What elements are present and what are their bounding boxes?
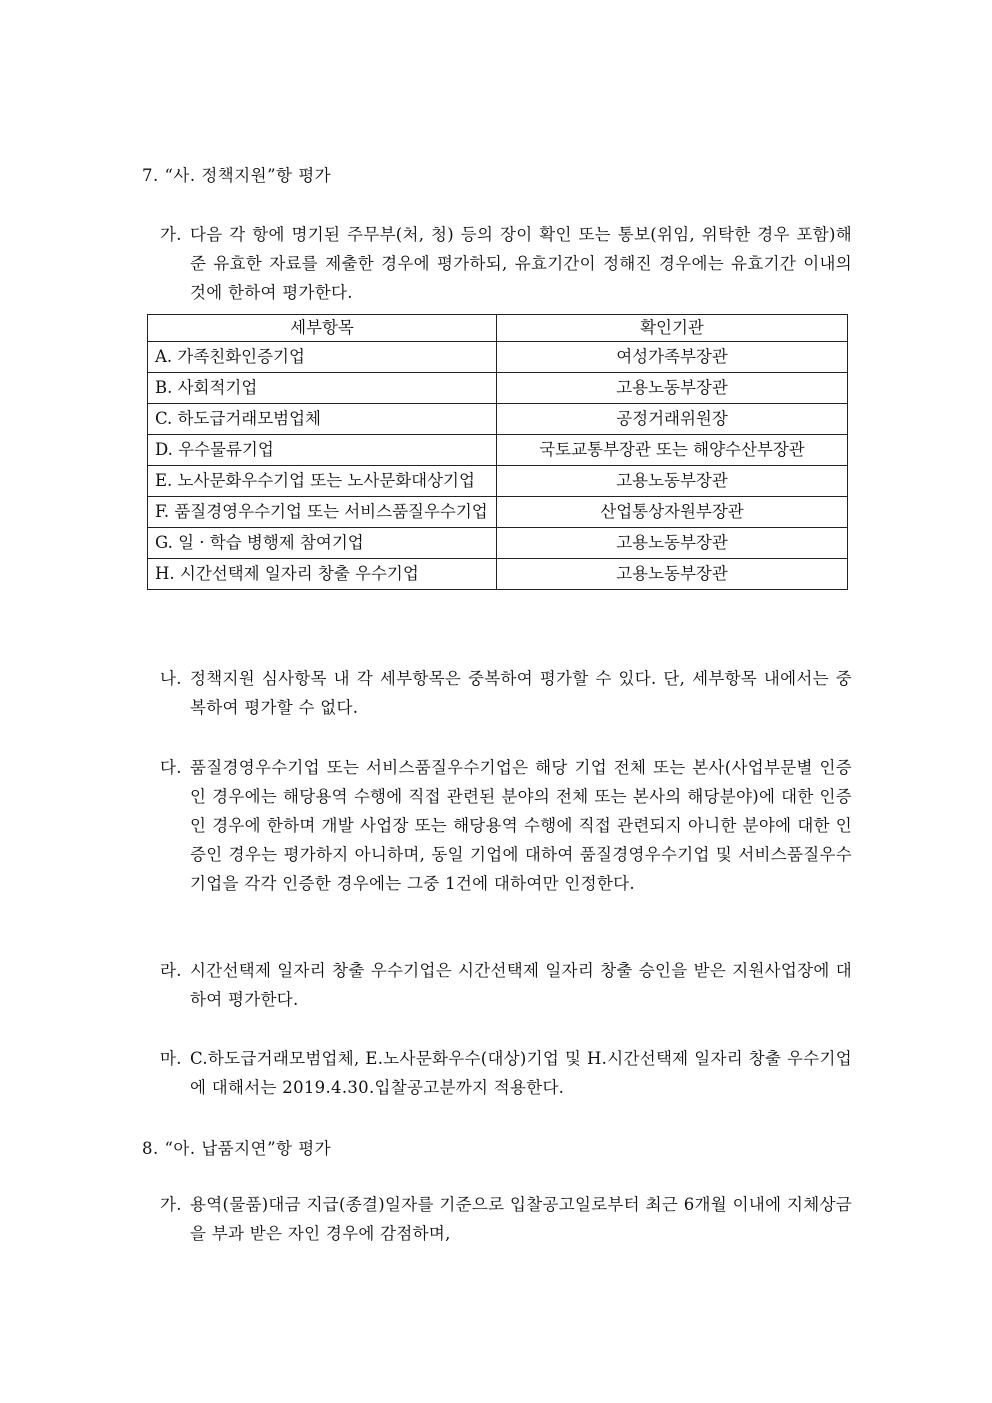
row-agency: 공정거래위원장 bbox=[497, 404, 848, 435]
para-text: 시간선택제 일자리 창출 우수기업은 시간선택제 일자리 창출 승인을 받은 지원사업장에 대하여 평가한다. bbox=[190, 961, 852, 1009]
row-item: F. 품질경영우수기업 또는 서비스품질우수기업 bbox=[148, 497, 497, 528]
section-7-para-na bbox=[160, 664, 852, 722]
para-text: C.하도급거래모범업체, E.노사문화우수(대상)기업 및 H.시간선택제 일자리 창출 우수기업에 대해서는 2019.4.30.입찰공고분까지 적용한다. bbox=[190, 1049, 852, 1097]
table-row bbox=[148, 559, 848, 590]
section-8-para-ga bbox=[160, 1190, 852, 1248]
policy-support-table bbox=[147, 314, 848, 590]
para-marker: 다. bbox=[160, 758, 182, 777]
table-row bbox=[148, 373, 848, 404]
table-row bbox=[148, 497, 848, 528]
para-text: 다음 각 항에 명기된 주무부(처, 청) 등의 장이 확인 또는 통보(위임, 위탁한 경우 포함)해 준 유효한 자료를 제출한 경우에 평가하되, 유효기간이 정해진 경우에는 유효기간 이내의 것에 한하여 평가한다. bbox=[190, 225, 852, 302]
para-marker: 라. bbox=[160, 961, 182, 980]
row-agency: 국토교통부장관 또는 해양수산부장관 bbox=[497, 435, 848, 466]
table-row bbox=[148, 528, 848, 559]
row-agency: 고용노동부장관 bbox=[497, 466, 848, 497]
table-row bbox=[148, 404, 848, 435]
para-marker: 가. bbox=[160, 225, 182, 244]
section-7-heading: 7. “사. 정책지원”항 평가 bbox=[142, 166, 332, 185]
para-marker: 마. bbox=[160, 1049, 182, 1068]
section-7-para-ma bbox=[160, 1044, 852, 1102]
row-agency: 고용노동부장관 bbox=[497, 559, 848, 590]
para-text: 용역(물품)대금 지급(종결)일자를 기준으로 입찰공고일로부터 최근 6개월 이내에 지체상금을 부과 받은 자인 경우에 감점하며, bbox=[190, 1195, 852, 1243]
row-item: B. 사회적기업 bbox=[148, 373, 497, 404]
table-header-row bbox=[148, 315, 848, 342]
section-7-para-ga bbox=[160, 220, 852, 307]
row-item: D. 우수물류기업 bbox=[148, 435, 497, 466]
header-detail-item: 세부항목 bbox=[148, 315, 497, 342]
row-item: E. 노사문화우수기업 또는 노사문화대상기업 bbox=[148, 466, 497, 497]
section-7-para-ra bbox=[160, 956, 852, 1014]
row-agency: 산업통상자원부장관 bbox=[497, 497, 848, 528]
para-text: 정책지원 심사항목 내 각 세부항목은 중복하여 평가할 수 있다. 단, 세부항목 내에서는 중복하여 평가할 수 없다. bbox=[190, 669, 852, 717]
table-row bbox=[148, 342, 848, 373]
table-row bbox=[148, 466, 848, 497]
row-item: A. 가족친화인증기업 bbox=[148, 342, 497, 373]
row-item: H. 시간선택제 일자리 창출 우수기업 bbox=[148, 559, 497, 590]
row-agency: 고용노동부장관 bbox=[497, 528, 848, 559]
para-marker: 나. bbox=[160, 669, 182, 688]
para-marker: 가. bbox=[160, 1195, 182, 1214]
table-row bbox=[148, 435, 848, 466]
row-item: C. 하도급거래모범업체 bbox=[148, 404, 497, 435]
header-confirming-agency: 확인기관 bbox=[497, 315, 848, 342]
row-item: G. 일 · 학습 병행제 참여기업 bbox=[148, 528, 497, 559]
section-7-para-da bbox=[160, 753, 852, 898]
row-agency: 고용노동부장관 bbox=[497, 373, 848, 404]
row-agency: 여성가족부장관 bbox=[497, 342, 848, 373]
para-text: 품질경영우수기업 또는 서비스품질우수기업은 해당 기업 전체 또는 본사(사업부문별 인증인 경우에는 해당용역 수행에 직접 관련된 분야의 전체 또는 본사의 해당분야)에 대한 인증인 경우에 한하며 개발 사업장 또는 해당용역 수행에 직접 관련되지 아니한 분야에 대한 인증인 경우는 평가하지 아니하며, 동일 기업에 대하여 품질경영우수기업 및 서비스품질우수기업을 각각 인증한 경우에는 그중 1건에 대하여만 인정한다. bbox=[190, 758, 852, 893]
section-8-heading: 8. “아. 납품지연”항 평가 bbox=[142, 1139, 332, 1158]
